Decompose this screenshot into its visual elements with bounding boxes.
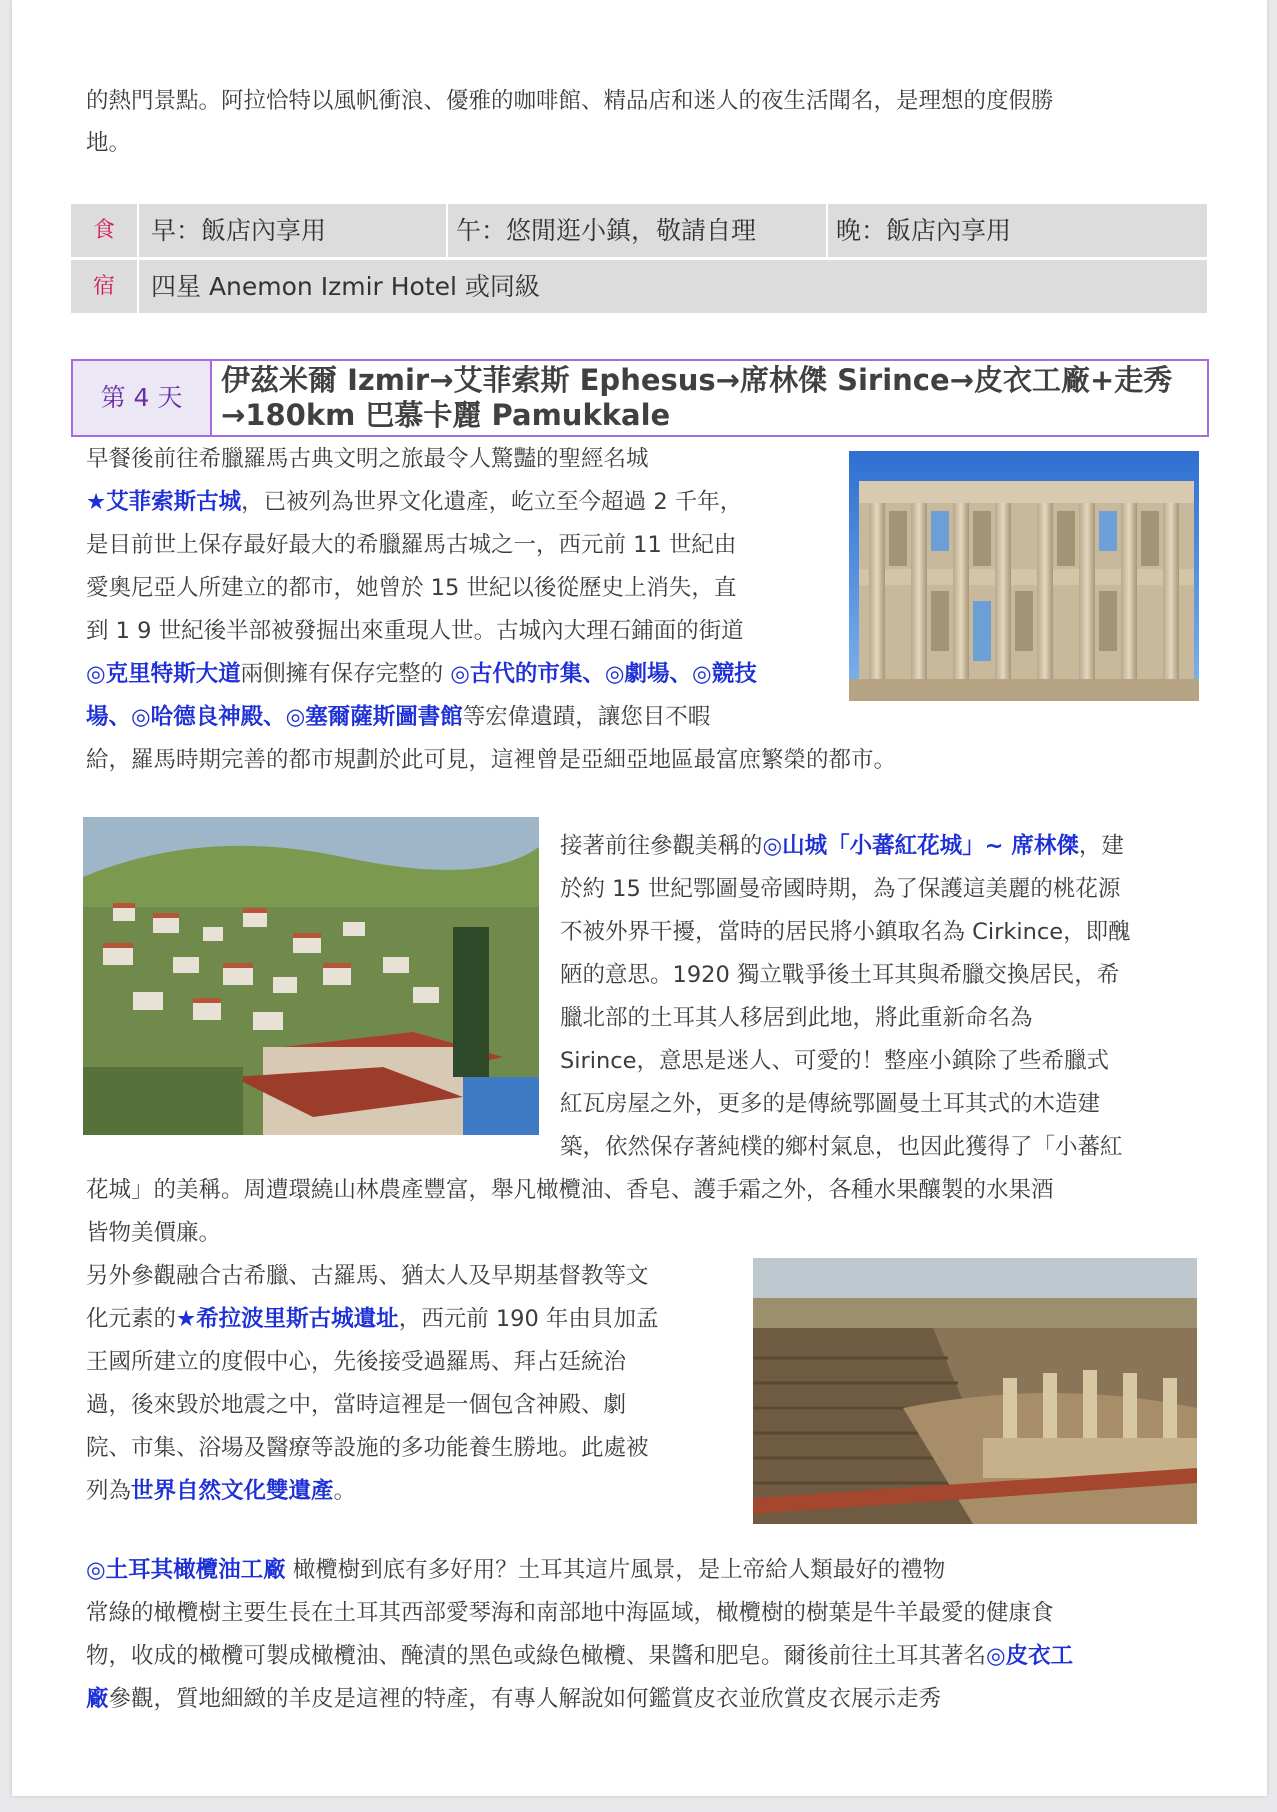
hotel-text: 四星 Anemon Izmir Hotel 或同級: [151, 272, 540, 301]
ephesus-line-3: 是目前世上保存最好最大的希臘羅馬古城之一，西元前 11 世紀由: [86, 532, 737, 558]
hierapolis-theatre-photo: [753, 1258, 1197, 1524]
ephesus-line-4: 愛奧尼亞人所建立的都市，她曾於 15 世紀以後從歷史上消失，直: [86, 575, 737, 601]
hierapolis-line-6: 列為世界自然文化雙遺產。: [86, 1478, 357, 1504]
hierapolis-line-5: 院、市集、浴場及醫療等設施的多功能養生勝地。此處被: [86, 1435, 649, 1461]
sirince-line-3: 不被外界干擾，當時的居民將小鎮取名為 Cirkince，即醜: [560, 919, 1131, 945]
lunch-text: 午：悠閒逛小鎮，敬請自理: [456, 216, 757, 245]
sirince-line-10: 皆物美價廉。: [86, 1220, 222, 1246]
ephesus-line-5: 到 1 9 世紀後半部被發掘出來重現人世。古城內大理石鋪面的街道: [86, 618, 744, 644]
intro-line-2: 地。: [86, 130, 132, 156]
ephesus-link: ★艾菲索斯古城: [86, 489, 242, 515]
sirince-line-5: 臘北部的土耳其人移居到此地，將此重新命名為: [560, 1005, 1033, 1031]
sirince-line-9: 花城」的美稱。周遭環繞山林農產豐富，舉凡橄欖油、香皂、護手霜之外，各種水果釀製的水果酒: [86, 1177, 1054, 1203]
meals-label: 食: [92, 218, 115, 243]
hierapolis-line-3: 王國所建立的度假中心，先後接受過羅馬、拜占廷統治: [86, 1349, 627, 1375]
ephesus-library-photo: [849, 451, 1199, 701]
olive-line-1: ◎土耳其橄欖油工廠 橄欖樹到底有多好用？土耳其這片風景，是上帝給人類最好的禮物: [86, 1557, 946, 1583]
ephesus-line-7: 場、◎哈德良神殿、◎塞爾薩斯圖書館等宏偉遺蹟，讓您目不暇: [86, 704, 711, 730]
sirince-line-2: 於約 15 世紀鄂圖曼帝國時期，為了保護這美麗的桃花源: [560, 876, 1121, 902]
olive-line-4: 廠參觀，質地細緻的羊皮是這裡的特產，有專人解說如何鑑賞皮衣並欣賞皮衣展示走秀: [86, 1686, 942, 1712]
sirince-link: ◎山城「小蕃紅花城」~ 席林傑: [762, 833, 1079, 859]
leather-link: ◎皮衣工: [986, 1643, 1074, 1669]
olive-line-3: 物，收成的橄欖可製成橄欖油、醃漬的黑色或綠色橄欖、果醬和肥皂。爾後前往土耳其著名◎皮衣工: [86, 1643, 1074, 1669]
sirince-line-8: 築，依然保存著純樸的鄉村氣息，也因此獲得了「小蕃紅: [560, 1134, 1123, 1160]
olive-oil-link: ◎土耳其橄欖油工廠: [86, 1557, 286, 1583]
day-title-line-1: 伊茲米爾 Izmir→艾菲索斯 Ephesus→席林傑 Sirince→皮衣工廠+走秀: [221, 363, 1173, 397]
sirince-line-4: 陋的意思。1920 獨立戰爭後土耳其與希臘交換居民，希: [560, 962, 1120, 988]
ephesus-line-8: 給，羅馬時期完善的都市規劃於此可見，這裡曾是亞細亞地區最富庶繁榮的都市。: [86, 747, 897, 773]
hierapolis-line-4: 過，後來毀於地震之中，當時這裡是一個包含神殿、劇: [86, 1392, 627, 1418]
hierapolis-link: ★希拉波里斯古城遺址: [176, 1306, 399, 1332]
ephesus-line-1: 早餐後前往希臘羅馬古典文明之旅最令人驚豔的聖經名城: [86, 446, 649, 472]
day-title: [221, 363, 1201, 433]
heritage-link: 世界自然文化雙遺產: [131, 1478, 334, 1504]
day-title-line-2: →180km 巴慕卡麗 Pamukkale: [221, 398, 671, 432]
sirince-line-7: 紅瓦房屋之外，更多的是傳統鄂圖曼土耳其式的木造建: [560, 1091, 1101, 1117]
olive-line-2: 常綠的橄欖樹主要生長在土耳其西部愛琴海和南部地中海區域，橄欖樹的樹葉是牛羊最愛的健康食: [86, 1600, 1054, 1626]
intro-line-1: 的熱門景點。阿拉恰特以風帆衝浪、優雅的咖啡館、精品店和迷人的夜生活聞名，是理想的度假勝: [86, 88, 1054, 114]
meals-row: [71, 204, 1207, 257]
day-label: 第 4 天: [73, 361, 212, 435]
breakfast-text: 早：飯店內享用: [151, 216, 327, 245]
stay-row: [71, 260, 1207, 313]
sirince-line-1: 接著前往參觀美稱的◎山城「小蕃紅花城」~ 席林傑，建: [560, 833, 1124, 859]
stay-label: 宿: [92, 274, 115, 299]
ephesus-line-2: ★艾菲索斯古城，已被列為世界文化遺產，屹立至今超過 2 千年，: [86, 489, 743, 515]
hierapolis-line-1: 另外參觀融合古希臘、古羅馬、猶太人及早期基督教等文: [86, 1263, 649, 1289]
day-header: [71, 359, 1209, 437]
hierapolis-line-2: 化元素的★希拉波里斯古城遺址，西元前 190 年由貝加孟: [86, 1306, 659, 1332]
dinner-text: 晚：飯店內享用: [836, 216, 1012, 245]
sirince-village-photo: [83, 817, 539, 1135]
sirince-line-6: Sirince，意思是迷人、可愛的！整座小鎮除了些希臘式: [560, 1048, 1110, 1074]
ephesus-line-6: ◎克里特斯大道兩側擁有保存完整的 ◎古代的市集、◎劇場、◎競技: [86, 661, 757, 687]
